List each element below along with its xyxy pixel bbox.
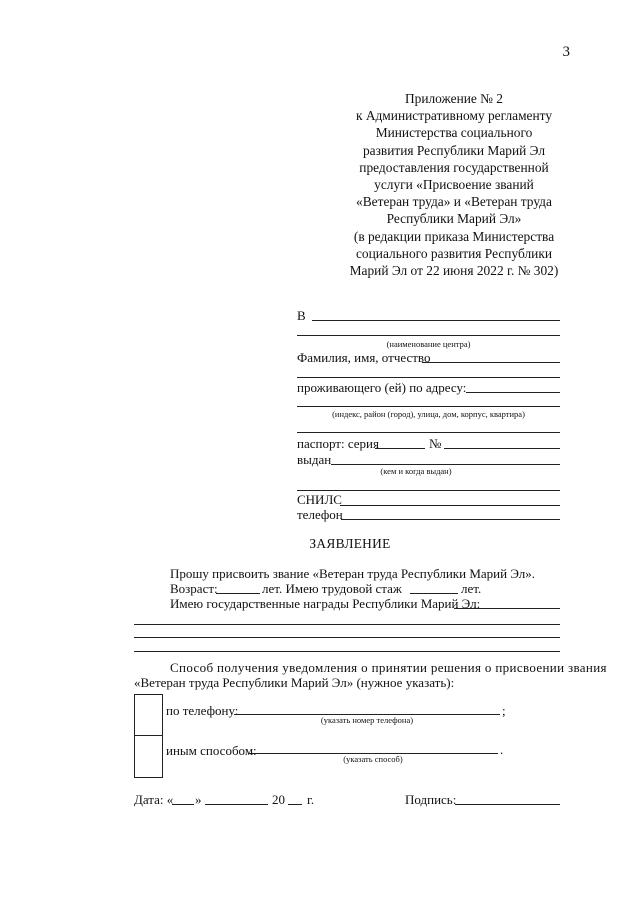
phone-label: телефон bbox=[297, 507, 343, 522]
appendix-line: услуги «Присвоение званий bbox=[374, 177, 534, 193]
request-text: Прошу присвоить звание «Ветеран труда Республики Марий Эл». bbox=[170, 566, 535, 581]
notify-text-2: «Ветеран труда Республики Марий Эл» (нужное указать): bbox=[134, 675, 455, 690]
signature-field[interactable] bbox=[455, 804, 560, 805]
appendix-line: социального развития Республики bbox=[355, 245, 552, 261]
appendix-line: «Ветеран труда» и «Ветеран труда bbox=[356, 194, 552, 210]
phone-checkbox[interactable] bbox=[134, 694, 163, 736]
snils-field[interactable] bbox=[340, 505, 560, 506]
to-prefix: В bbox=[297, 308, 306, 323]
appendix-line: развития Республики Марий Эл bbox=[362, 142, 546, 158]
appendix-header bbox=[318, 90, 590, 279]
center-field-line2[interactable] bbox=[297, 335, 560, 336]
address-field-line2[interactable] bbox=[297, 406, 560, 407]
other-end: . bbox=[500, 742, 504, 757]
date-year-field[interactable] bbox=[288, 804, 302, 805]
date-close-quote: » bbox=[195, 792, 202, 807]
address-caption: (индекс, район (город), улица, дом, корпус, квартира) bbox=[332, 409, 525, 419]
appendix-line: к Административному регламенту bbox=[355, 108, 553, 124]
experience-unit: лет. bbox=[461, 581, 482, 596]
passport-series-field[interactable] bbox=[375, 448, 425, 449]
awards-label: Имею государственные награды Республики Марий Эл: bbox=[170, 596, 481, 611]
by-phone-label: по телефону: bbox=[166, 703, 239, 718]
date-day-field[interactable] bbox=[172, 804, 194, 805]
fio-label: Фамилия, имя, отчество bbox=[297, 350, 431, 365]
signature-label: Подпись: bbox=[405, 792, 457, 807]
age-unit: лет. Имею трудовой стаж bbox=[262, 581, 402, 596]
appendix-line: предоставления государственной bbox=[359, 159, 549, 175]
phone-caption: (указать номер телефона) bbox=[320, 715, 414, 725]
awards-field[interactable] bbox=[454, 608, 560, 609]
date-year-prefix: 20 bbox=[272, 792, 285, 807]
appendix-line: Министерства социального bbox=[375, 125, 533, 141]
appendix-line: Приложение № 2 bbox=[404, 91, 504, 106]
other-method-label: иным способом: bbox=[166, 743, 257, 758]
awards-line-1[interactable] bbox=[134, 624, 560, 625]
page-number: 3 bbox=[562, 44, 570, 60]
date-label: Дата: « bbox=[134, 792, 174, 807]
fio-field[interactable] bbox=[422, 362, 560, 363]
fio-field-line2[interactable] bbox=[297, 377, 560, 378]
address-field-line3[interactable] bbox=[297, 432, 560, 433]
appendix-line: Марий Эл от 22 июня 2022 г. № 302) bbox=[349, 263, 559, 279]
issued-caption: (кем и когда выдан) bbox=[380, 466, 452, 476]
experience-field[interactable] bbox=[410, 593, 458, 594]
appendix-line: (в редакции приказа Министерства bbox=[353, 228, 555, 244]
awards-line-3[interactable] bbox=[134, 651, 560, 652]
date-month-field[interactable] bbox=[205, 804, 268, 805]
center-field[interactable] bbox=[312, 320, 560, 321]
snils-label: СНИЛС bbox=[297, 492, 342, 507]
issued-field[interactable] bbox=[331, 464, 560, 465]
other-checkbox[interactable] bbox=[134, 735, 163, 778]
appendix-line: Республики Марий Эл» bbox=[386, 211, 522, 227]
address-label: проживающего (ей) по адресу: bbox=[297, 380, 467, 395]
phone-end: ; bbox=[502, 703, 506, 718]
phone-field[interactable] bbox=[341, 519, 560, 520]
other-caption: (указать способ) bbox=[343, 754, 403, 764]
passport-number-field[interactable] bbox=[444, 448, 560, 449]
address-field[interactable] bbox=[466, 392, 560, 393]
passport-series-label: паспорт: серия bbox=[297, 436, 379, 451]
issued-label: выдан bbox=[297, 452, 332, 467]
awards-line-2[interactable] bbox=[134, 637, 560, 638]
notify-text-1: Способ получения уведомления о принятии решения о присвоении звания bbox=[170, 660, 607, 675]
center-caption: (наименование центра) bbox=[386, 339, 471, 349]
date-year-suffix: г. bbox=[307, 792, 315, 807]
issued-field-line2[interactable] bbox=[297, 490, 560, 491]
age-label: Возраст: bbox=[170, 581, 218, 596]
statement-title: ЗАЯВЛЕНИЕ bbox=[309, 536, 391, 551]
passport-number-label: № bbox=[429, 436, 442, 451]
age-field[interactable] bbox=[216, 593, 260, 594]
